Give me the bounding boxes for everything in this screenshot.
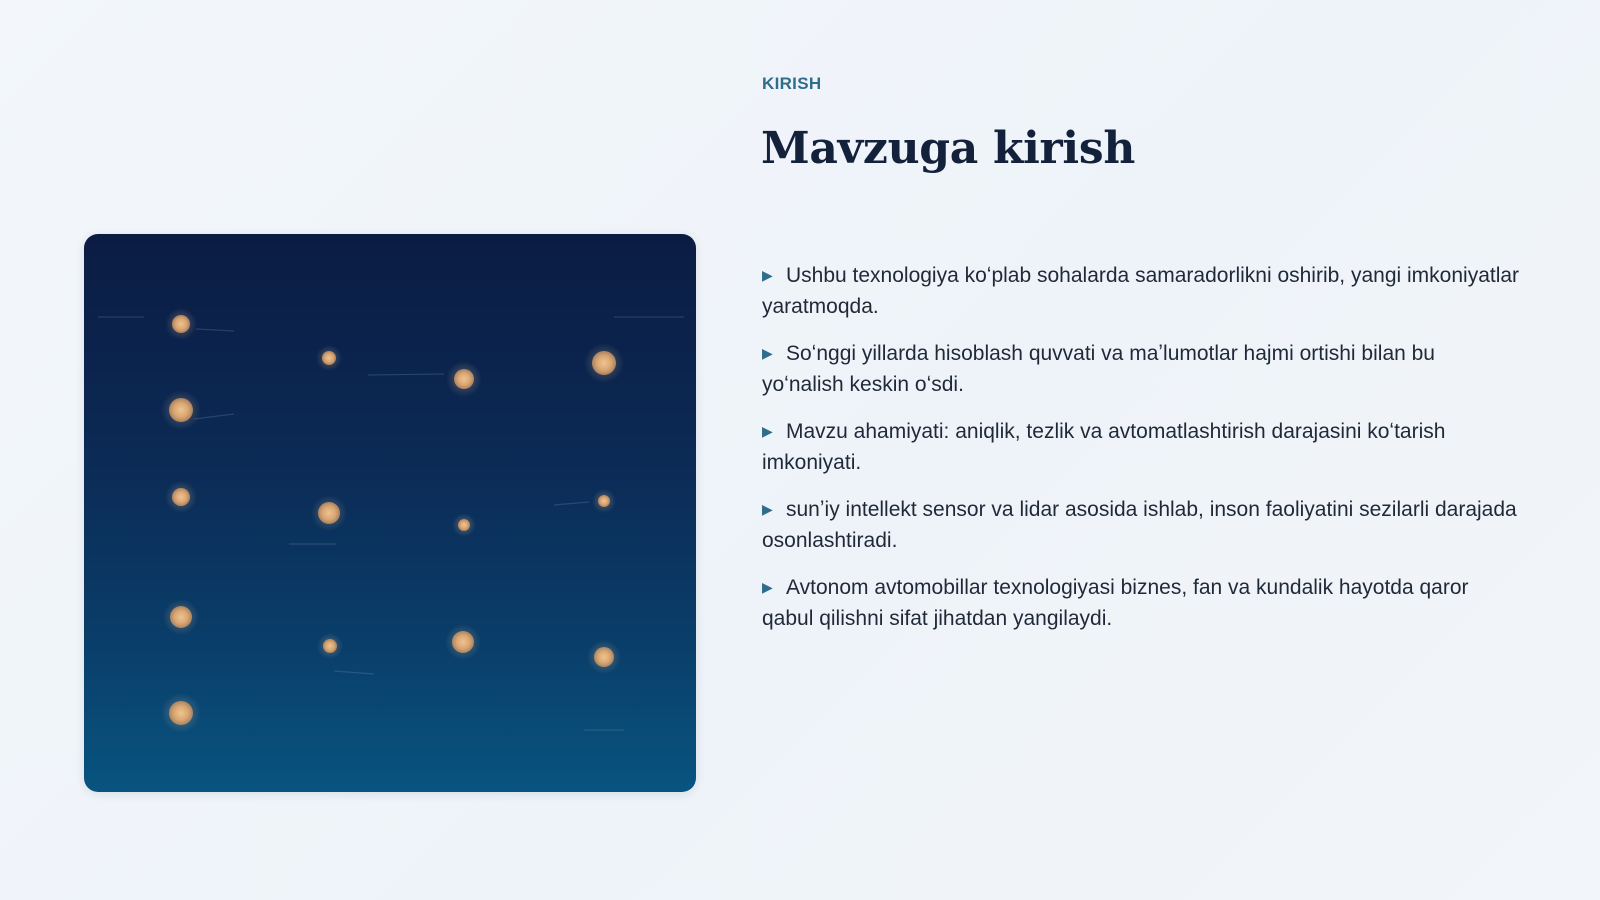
node-dot	[458, 519, 470, 531]
illustration-panel	[84, 234, 696, 792]
bullet-item	[762, 338, 1522, 400]
bullet-item	[762, 572, 1522, 634]
node-dot	[172, 315, 190, 333]
section-eyebrow: KIRISH	[762, 74, 822, 93]
node-dot	[322, 351, 336, 365]
bullet-text: Mavzu ahamiyati: aniqlik, tezlik va avtomatlashtirish darajasini koʻtarish imkoniyati.	[762, 420, 1446, 474]
triangle-bullet-icon: ▶	[762, 267, 773, 283]
triangle-bullet-icon: ▶	[762, 579, 773, 595]
node-dot	[598, 495, 610, 507]
node-dots	[161, 308, 624, 733]
bullet-text: Soʻnggi yillarda hisoblash quvvati va maʼlumotlar hajmi ortishi bilan bu yoʻnalish keskin oʻsdi.	[762, 342, 1435, 396]
node-dot	[452, 631, 474, 653]
node-dot	[169, 701, 193, 725]
node-dot	[169, 398, 193, 422]
node-dot	[318, 502, 340, 524]
node-dot	[454, 369, 474, 389]
bullet-list	[762, 260, 1522, 650]
slide-title: Mavzuga kirish	[761, 123, 1136, 174]
triangle-bullet-icon: ▶	[762, 501, 773, 517]
triangle-bullet-icon: ▶	[762, 423, 773, 439]
bullet-item	[762, 494, 1522, 556]
bullet-text: sunʼiy intellekt sensor va lidar asosida ishlab, inson faoliyatini sezilarli darajada osonlashtiradi.	[762, 498, 1517, 552]
bullet-item	[762, 260, 1522, 322]
node-dot	[170, 606, 192, 628]
node-dot	[323, 639, 337, 653]
bullet-item	[762, 416, 1522, 478]
node-dot	[172, 488, 190, 506]
bullet-text: Avtonom avtomobillar texnologiyasi biznes, fan va kundalik hayotda qaror qabul qilishni sifat jihatdan yangilaydi.	[762, 576, 1469, 630]
network-nodes-illustration	[84, 234, 696, 792]
bullet-text: Ushbu texnologiya koʻplab sohalarda samaradorlikni oshirib, yangi imkoniyatlar yaratmoqda.	[762, 264, 1520, 318]
node-dot	[592, 351, 616, 375]
node-dot	[594, 647, 614, 667]
triangle-bullet-icon: ▶	[762, 345, 773, 361]
